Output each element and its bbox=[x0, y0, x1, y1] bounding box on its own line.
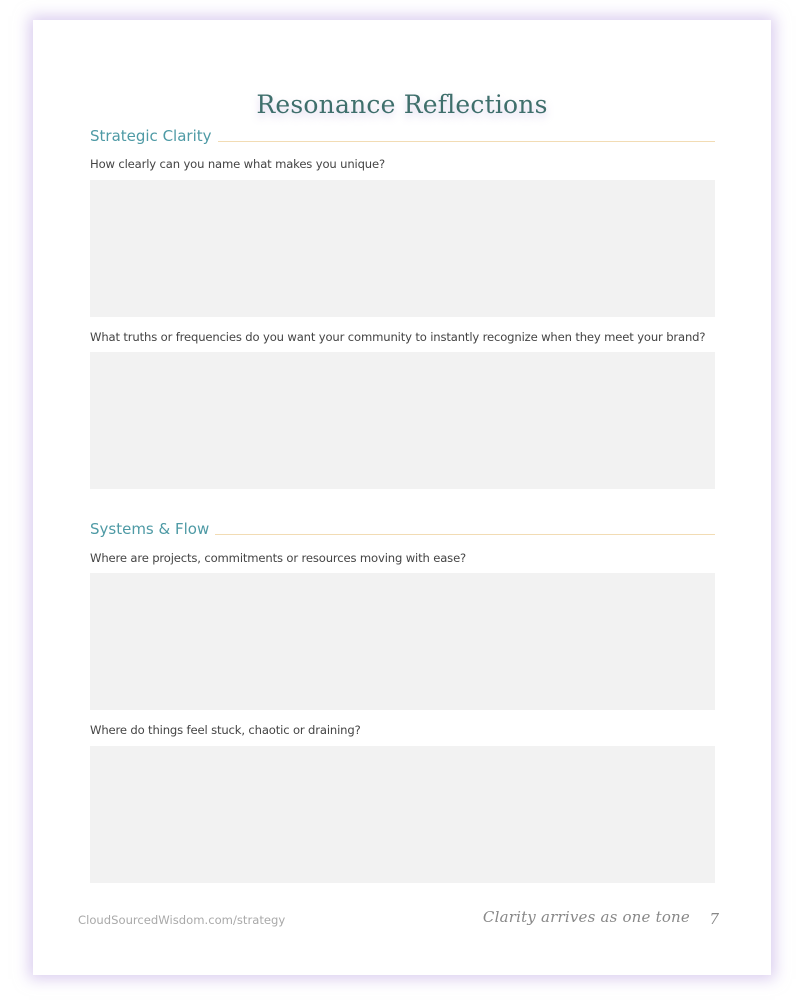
section-divider bbox=[215, 534, 715, 535]
answer-field-stuck[interactable] bbox=[90, 746, 715, 883]
footer-quote: Clarity arrives as one tone bbox=[482, 908, 690, 926]
question-prompt: Where are projects, commitments or resources moving with ease? bbox=[90, 551, 467, 565]
answer-field-unique[interactable] bbox=[90, 180, 715, 317]
section-heading: Systems & Flow bbox=[90, 520, 210, 538]
question-prompt: What truths or frequencies do you want your community to instantly recognize when they meet your brand? bbox=[90, 330, 706, 344]
page-number: 7 bbox=[709, 910, 719, 928]
section-heading: Strategic Clarity bbox=[90, 127, 212, 145]
page-title: Resonance Reflections bbox=[256, 90, 548, 119]
section-divider bbox=[218, 141, 715, 142]
answer-field-truths[interactable] bbox=[90, 352, 715, 489]
section-header-strategic-clarity bbox=[90, 125, 715, 145]
answer-field-ease[interactable] bbox=[90, 573, 715, 710]
footer-url: CloudSourcedWisdom.com/strategy bbox=[78, 913, 286, 927]
section-header-systems-flow bbox=[90, 518, 715, 538]
question-prompt: Where do things feel stuck, chaotic or draining? bbox=[90, 723, 361, 737]
worksheet-page bbox=[33, 20, 771, 975]
question-prompt: How clearly can you name what makes you unique? bbox=[90, 157, 385, 171]
